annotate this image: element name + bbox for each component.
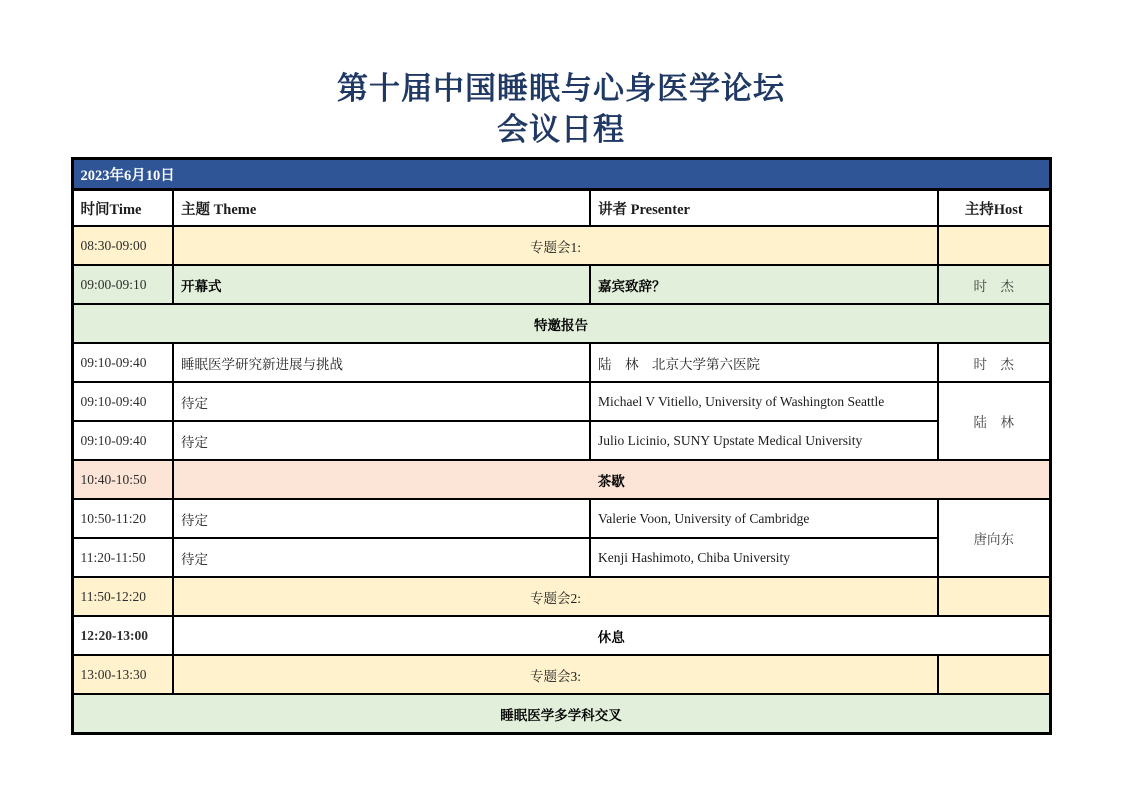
- presenter-cell: 陆 林 北京大学第六医院: [590, 343, 938, 382]
- table-row: [72, 655, 1050, 694]
- time-cell: 10:50-11:20: [72, 499, 173, 538]
- table-row: [72, 382, 1050, 421]
- time-cell: 13:00-13:30: [72, 655, 173, 694]
- table-row: [72, 460, 1050, 499]
- table-header-row: [72, 190, 1050, 227]
- host-cell: 陆 林: [938, 382, 1050, 460]
- presenter-cell: Kenji Hashimoto, Chiba University: [590, 538, 938, 577]
- break-cell: 茶歇: [173, 460, 1050, 499]
- host-cell: 唐向东: [938, 499, 1050, 577]
- col-header-time: 时间Time: [72, 190, 173, 227]
- break-cell: 休息: [173, 616, 1050, 655]
- col-header-presenter: 讲者 Presenter: [590, 190, 938, 227]
- session-cell: 专题会2:: [173, 577, 938, 616]
- table-row: [72, 499, 1050, 538]
- host-cell: 时 杰: [938, 265, 1050, 304]
- theme-cell: 待定: [173, 382, 590, 421]
- theme-cell: 睡眠医学研究新进展与挑战: [173, 343, 590, 382]
- presenter-cell: Valerie Voon, University of Cambridge: [590, 499, 938, 538]
- time-cell: 09:00-09:10: [72, 265, 173, 304]
- time-cell: 10:40-10:50: [72, 460, 173, 499]
- time-cell: 08:30-09:00: [72, 226, 173, 265]
- host-cell: 时 杰: [938, 343, 1050, 382]
- time-cell: 09:10-09:40: [72, 343, 173, 382]
- table-row: [72, 421, 1050, 460]
- theme-cell: 待定: [173, 421, 590, 460]
- section-header-cell: 特邀报告: [72, 304, 1050, 343]
- table-row: [72, 304, 1050, 343]
- page-title-line2: 会议日程: [497, 112, 625, 147]
- table-row: [72, 577, 1050, 616]
- time-cell: 11:50-12:20: [72, 577, 173, 616]
- session-cell: 专题会3:: [173, 655, 938, 694]
- agenda-table: [71, 157, 1052, 735]
- table-row: [72, 616, 1050, 655]
- time-cell: 11:20-11:50: [72, 538, 173, 577]
- host-cell: [938, 655, 1050, 694]
- col-header-host: 主持Host: [938, 190, 1050, 227]
- presenter-cell: Michael V Vitiello, University of Washington Seattle: [590, 382, 938, 421]
- table-row: [72, 343, 1050, 382]
- theme-cell: 开幕式: [173, 265, 590, 304]
- page-title-line1: 第十届中国睡眠与心身医学论坛: [337, 71, 785, 106]
- host-cell: [938, 577, 1050, 616]
- col-header-theme: 主题 Theme: [173, 190, 590, 227]
- document-title: [0, 0, 1122, 150]
- table-row: [72, 538, 1050, 577]
- date-banner-row: [72, 159, 1050, 190]
- time-cell: 12:20-13:00: [72, 616, 173, 655]
- presenter-cell: Julio Licinio, SUNY Upstate Medical University: [590, 421, 938, 460]
- theme-cell: 待定: [173, 499, 590, 538]
- theme-cell: 待定: [173, 538, 590, 577]
- time-cell: 09:10-09:40: [72, 382, 173, 421]
- time-cell: 09:10-09:40: [72, 421, 173, 460]
- date-banner: 2023年6月10日: [72, 159, 1050, 190]
- host-cell: [938, 226, 1050, 265]
- table-row: [72, 265, 1050, 304]
- table-row: [72, 694, 1050, 734]
- presenter-cell: 嘉宾致辞？: [590, 265, 938, 304]
- table-row: [72, 226, 1050, 265]
- session-cell: 专题会1:: [173, 226, 938, 265]
- section-header-cell: 睡眠医学多学科交叉: [72, 694, 1050, 734]
